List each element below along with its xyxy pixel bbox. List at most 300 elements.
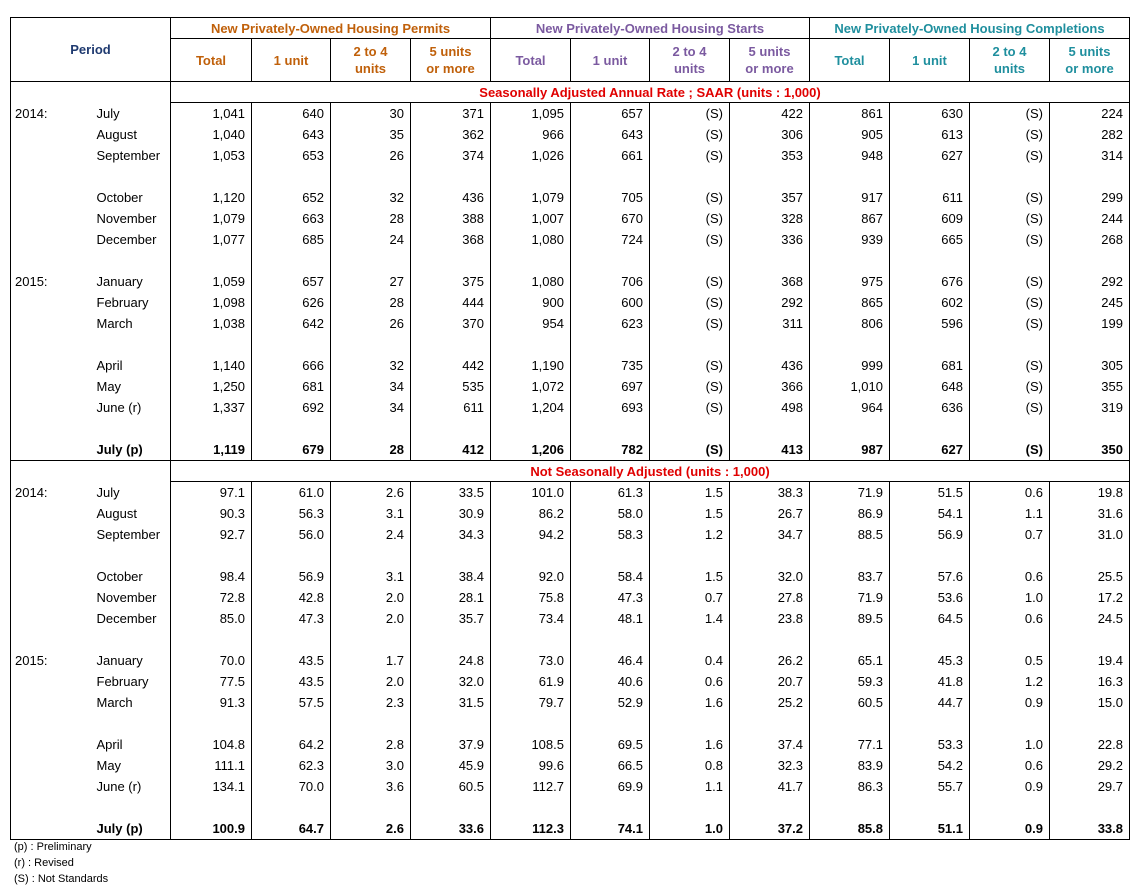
- value-cell: 1.0: [970, 734, 1050, 755]
- month-cell: [91, 250, 171, 271]
- value-cell: 328: [730, 208, 810, 229]
- value-cell: 1,077: [171, 229, 252, 250]
- value-cell: 643: [571, 124, 650, 145]
- value-cell: [411, 713, 491, 734]
- value-cell: 25.5: [1050, 566, 1130, 587]
- value-cell: [571, 713, 650, 734]
- value-cell: 73.0: [491, 650, 571, 671]
- year-cell: [11, 313, 91, 334]
- value-cell: 806: [810, 313, 890, 334]
- value-cell: [491, 713, 571, 734]
- value-cell: 2.3: [331, 692, 411, 713]
- month-cell: September: [96, 527, 161, 542]
- year-cell: [11, 797, 91, 818]
- period-header: Period: [11, 18, 171, 82]
- completions-two-to-four-header: 2 to 4 units: [970, 39, 1050, 82]
- value-cell: 34: [331, 397, 411, 418]
- year-cell: [11, 334, 91, 355]
- value-cell: 98.4: [171, 566, 252, 587]
- value-cell: [810, 545, 890, 566]
- section-title: Not Seasonally Adjusted (units : 1,000): [171, 461, 1130, 482]
- value-cell: 640: [252, 103, 331, 125]
- value-cell: 643: [252, 124, 331, 145]
- value-cell: (S): [970, 439, 1050, 461]
- value-cell: 199: [1050, 313, 1130, 334]
- value-cell: 1,140: [171, 355, 252, 376]
- value-cell: [1050, 166, 1130, 187]
- value-cell: 71.9: [810, 482, 890, 504]
- value-cell: (S): [970, 187, 1050, 208]
- value-cell: [571, 797, 650, 818]
- table-row: [11, 671, 1130, 692]
- value-cell: 362: [411, 124, 491, 145]
- year-cell: [11, 145, 91, 166]
- year-cell: [11, 124, 91, 145]
- value-cell: [810, 418, 890, 439]
- value-cell: 413: [730, 439, 810, 461]
- value-cell: 611: [411, 397, 491, 418]
- value-cell: 15.0: [1050, 692, 1130, 713]
- value-cell: 3.0: [331, 755, 411, 776]
- starts-total-header: Total: [491, 39, 571, 82]
- value-cell: (S): [970, 313, 1050, 334]
- value-cell: 75.8: [491, 587, 571, 608]
- value-cell: (S): [650, 145, 730, 166]
- value-cell: 600: [571, 292, 650, 313]
- value-cell: (S): [650, 313, 730, 334]
- footnote-not-standards: (S) : Not Standards: [14, 873, 109, 885]
- value-cell: [970, 629, 1050, 650]
- spacer-row: [11, 545, 1130, 566]
- year-cell: 2015:: [11, 650, 91, 671]
- table-row: [11, 292, 1130, 313]
- month-cell: [91, 334, 171, 355]
- value-cell: 1,079: [171, 208, 252, 229]
- value-cell: [890, 797, 970, 818]
- value-cell: 16.3: [1050, 671, 1130, 692]
- value-cell: (S): [650, 397, 730, 418]
- value-cell: 60.5: [810, 692, 890, 713]
- value-cell: (S): [650, 208, 730, 229]
- value-cell: 436: [730, 355, 810, 376]
- value-cell: [571, 629, 650, 650]
- value-cell: 69.9: [571, 776, 650, 797]
- value-cell: 24.5: [1050, 608, 1130, 629]
- value-cell: 57.6: [890, 566, 970, 587]
- value-cell: 20.7: [730, 671, 810, 692]
- value-cell: 1.2: [650, 524, 730, 545]
- value-cell: 1.2: [970, 671, 1050, 692]
- table-row: [11, 482, 1130, 504]
- value-cell: [1050, 334, 1130, 355]
- value-cell: 636: [890, 397, 970, 418]
- value-cell: [810, 334, 890, 355]
- value-cell: 292: [730, 292, 810, 313]
- value-cell: 32: [331, 187, 411, 208]
- value-cell: 867: [810, 208, 890, 229]
- month-cell: December: [96, 611, 157, 626]
- footnote-preliminary: (p) : Preliminary: [14, 841, 92, 853]
- housing-table: [10, 17, 1130, 840]
- table-row: [11, 103, 1130, 125]
- table-row: [11, 566, 1130, 587]
- value-cell: 657: [571, 103, 650, 125]
- value-cell: 1.7: [331, 650, 411, 671]
- value-cell: [650, 166, 730, 187]
- value-cell: 42.8: [252, 587, 331, 608]
- value-cell: 28: [331, 439, 411, 461]
- value-cell: 1,204: [491, 397, 571, 418]
- value-cell: 29.7: [1050, 776, 1130, 797]
- value-cell: 73.4: [491, 608, 571, 629]
- value-cell: 611: [890, 187, 970, 208]
- value-cell: [1050, 797, 1130, 818]
- value-cell: [252, 334, 331, 355]
- value-cell: 0.8: [650, 755, 730, 776]
- starts-group-header: New Privately-Owned Housing Starts: [491, 18, 810, 39]
- value-cell: 623: [571, 313, 650, 334]
- value-cell: 62.3: [252, 755, 331, 776]
- value-cell: [810, 713, 890, 734]
- table-row: [11, 755, 1130, 776]
- value-cell: 319: [1050, 397, 1130, 418]
- year-cell: [11, 208, 91, 229]
- value-cell: 64.7: [252, 818, 331, 840]
- value-cell: [890, 166, 970, 187]
- value-cell: 52.9: [571, 692, 650, 713]
- value-cell: 0.9: [970, 776, 1050, 797]
- value-cell: 782: [571, 439, 650, 461]
- value-cell: 19.4: [1050, 650, 1130, 671]
- value-cell: (S): [650, 103, 730, 125]
- value-cell: 79.7: [491, 692, 571, 713]
- value-cell: [650, 418, 730, 439]
- starts-two-to-four-header: 2 to 4 units: [650, 39, 730, 82]
- footnote-revised: (r) : Revised: [14, 857, 74, 869]
- value-cell: 1.4: [650, 608, 730, 629]
- year-cell: [11, 566, 91, 587]
- spacer-row: [11, 334, 1130, 355]
- value-cell: [571, 418, 650, 439]
- value-cell: 0.6: [650, 671, 730, 692]
- value-cell: 58.3: [571, 524, 650, 545]
- value-cell: 306: [730, 124, 810, 145]
- table-row: [11, 524, 1130, 545]
- value-cell: (S): [650, 292, 730, 313]
- value-cell: [810, 250, 890, 271]
- value-cell: [730, 629, 810, 650]
- table-row: [11, 187, 1130, 208]
- value-cell: 1.5: [650, 482, 730, 504]
- month-cell: February: [96, 674, 149, 689]
- value-cell: [810, 797, 890, 818]
- value-cell: [252, 166, 331, 187]
- year-cell: [11, 608, 91, 629]
- value-cell: 31.5: [411, 692, 491, 713]
- value-cell: 412: [411, 439, 491, 461]
- value-cell: 45.3: [890, 650, 970, 671]
- value-cell: 35: [331, 124, 411, 145]
- table-row: [11, 503, 1130, 524]
- value-cell: 0.9: [970, 692, 1050, 713]
- value-cell: 86.9: [810, 503, 890, 524]
- value-cell: [730, 545, 810, 566]
- year-cell: [11, 503, 91, 524]
- table-row: [11, 271, 1130, 292]
- table-row: [11, 124, 1130, 145]
- permits-total-header: Total: [171, 39, 252, 82]
- value-cell: 3.1: [331, 503, 411, 524]
- value-cell: 685: [252, 229, 331, 250]
- table-row: [11, 587, 1130, 608]
- value-cell: 53.3: [890, 734, 970, 755]
- value-cell: 444: [411, 292, 491, 313]
- value-cell: 370: [411, 313, 491, 334]
- value-cell: 43.5: [252, 650, 331, 671]
- month-cell: [91, 418, 171, 439]
- spacer-row: [11, 166, 1130, 187]
- value-cell: 642: [252, 313, 331, 334]
- table-row: [11, 355, 1130, 376]
- value-cell: 1,120: [171, 187, 252, 208]
- value-cell: 92.7: [171, 524, 252, 545]
- month-cell: July: [96, 105, 120, 121]
- value-cell: [491, 545, 571, 566]
- value-cell: 336: [730, 229, 810, 250]
- table-body: [11, 82, 1130, 840]
- value-cell: 1,250: [171, 376, 252, 397]
- month-cell: [91, 545, 171, 566]
- value-cell: 900: [491, 292, 571, 313]
- value-cell: 613: [890, 124, 970, 145]
- value-cell: [890, 418, 970, 439]
- value-cell: 630: [890, 103, 970, 125]
- spacer-row: [11, 797, 1130, 818]
- year-cell: [11, 439, 91, 461]
- value-cell: 1,072: [491, 376, 571, 397]
- value-cell: (S): [970, 355, 1050, 376]
- value-cell: [171, 545, 252, 566]
- value-cell: 26: [331, 145, 411, 166]
- value-cell: 70.0: [171, 650, 252, 671]
- value-cell: [970, 418, 1050, 439]
- value-cell: 27: [331, 271, 411, 292]
- value-cell: 34.3: [411, 524, 491, 545]
- value-cell: 442: [411, 355, 491, 376]
- value-cell: 353: [730, 145, 810, 166]
- value-cell: 47.3: [252, 608, 331, 629]
- year-cell: [11, 376, 91, 397]
- value-cell: 917: [810, 187, 890, 208]
- value-cell: [411, 418, 491, 439]
- spacer-row: [11, 418, 1130, 439]
- value-cell: 653: [252, 145, 331, 166]
- value-cell: 0.7: [650, 587, 730, 608]
- value-cell: [252, 250, 331, 271]
- value-cell: 0.6: [970, 755, 1050, 776]
- value-cell: [1050, 713, 1130, 734]
- value-cell: 99.6: [491, 755, 571, 776]
- value-cell: [411, 250, 491, 271]
- value-cell: [331, 166, 411, 187]
- value-cell: 244: [1050, 208, 1130, 229]
- value-cell: [331, 545, 411, 566]
- value-cell: 24.8: [411, 650, 491, 671]
- value-cell: 1.6: [650, 734, 730, 755]
- value-cell: 58.0: [571, 503, 650, 524]
- value-cell: 26.7: [730, 503, 810, 524]
- value-cell: 681: [252, 376, 331, 397]
- value-cell: [890, 250, 970, 271]
- value-cell: 41.8: [890, 671, 970, 692]
- value-cell: 19.8: [1050, 482, 1130, 504]
- value-cell: 69.5: [571, 734, 650, 755]
- value-cell: 83.9: [810, 755, 890, 776]
- value-cell: (S): [970, 292, 1050, 313]
- year-cell: [11, 776, 91, 797]
- value-cell: 865: [810, 292, 890, 313]
- year-cell: [11, 713, 91, 734]
- month-cell: November: [96, 211, 157, 226]
- permits-group-header: New Privately-Owned Housing Permits: [171, 18, 491, 39]
- year-cell: [11, 355, 91, 376]
- spacer-row: [11, 713, 1130, 734]
- value-cell: [970, 545, 1050, 566]
- value-cell: [650, 797, 730, 818]
- value-cell: 964: [810, 397, 890, 418]
- value-cell: 609: [890, 208, 970, 229]
- value-cell: 51.5: [890, 482, 970, 504]
- value-cell: 657: [252, 271, 331, 292]
- value-cell: [171, 713, 252, 734]
- value-cell: 1,190: [491, 355, 571, 376]
- value-cell: 41.7: [730, 776, 810, 797]
- value-cell: 1,095: [491, 103, 571, 125]
- value-cell: 56.0: [252, 524, 331, 545]
- value-cell: (S): [650, 124, 730, 145]
- value-cell: 245: [1050, 292, 1130, 313]
- footnotes: [14, 839, 108, 887]
- value-cell: 38.4: [411, 566, 491, 587]
- value-cell: [171, 250, 252, 271]
- value-cell: 314: [1050, 145, 1130, 166]
- value-cell: [1050, 545, 1130, 566]
- value-cell: [730, 713, 810, 734]
- year-cell: 2015:: [11, 271, 91, 292]
- housing-data-sheet: [10, 17, 1130, 840]
- value-cell: 2.0: [331, 587, 411, 608]
- value-cell: 724: [571, 229, 650, 250]
- value-cell: 32.3: [730, 755, 810, 776]
- value-cell: 3.1: [331, 566, 411, 587]
- value-cell: 692: [252, 397, 331, 418]
- value-cell: 357: [730, 187, 810, 208]
- completions-one-unit-header: 1 unit: [890, 39, 970, 82]
- month-cell: August: [96, 506, 137, 521]
- year-cell: [11, 292, 91, 313]
- value-cell: 31.0: [1050, 524, 1130, 545]
- spacer-row: [11, 250, 1130, 271]
- value-cell: 966: [491, 124, 571, 145]
- value-cell: 72.8: [171, 587, 252, 608]
- value-cell: 1.0: [970, 587, 1050, 608]
- value-cell: 1.1: [650, 776, 730, 797]
- value-cell: 30.9: [411, 503, 491, 524]
- value-cell: 861: [810, 103, 890, 125]
- year-cell: [11, 229, 91, 250]
- value-cell: 92.0: [491, 566, 571, 587]
- month-cell: [91, 713, 171, 734]
- value-cell: [252, 629, 331, 650]
- value-cell: 422: [730, 103, 810, 125]
- value-cell: [1050, 418, 1130, 439]
- permits-five-plus-header: 5 units or more: [411, 39, 491, 82]
- year-cell: [11, 187, 91, 208]
- month-cell: September: [96, 148, 161, 163]
- value-cell: 32.0: [730, 566, 810, 587]
- month-cell: November: [96, 590, 157, 605]
- value-cell: 661: [571, 145, 650, 166]
- value-cell: 2.0: [331, 671, 411, 692]
- table-row: [11, 376, 1130, 397]
- value-cell: (S): [650, 355, 730, 376]
- value-cell: 47.3: [571, 587, 650, 608]
- value-cell: 2.0: [331, 608, 411, 629]
- value-cell: 55.7: [890, 776, 970, 797]
- value-cell: (S): [970, 208, 1050, 229]
- value-cell: (S): [970, 124, 1050, 145]
- value-cell: 56.9: [890, 524, 970, 545]
- value-cell: [890, 545, 970, 566]
- value-cell: 299: [1050, 187, 1130, 208]
- year-cell: 2014:: [11, 103, 91, 125]
- year-cell: [11, 755, 91, 776]
- month-cell: February: [96, 295, 149, 310]
- value-cell: [571, 166, 650, 187]
- value-cell: 28.1: [411, 587, 491, 608]
- value-cell: [730, 334, 810, 355]
- value-cell: 70.0: [252, 776, 331, 797]
- value-cell: 38.3: [730, 482, 810, 504]
- value-cell: 44.7: [890, 692, 970, 713]
- value-cell: 65.1: [810, 650, 890, 671]
- value-cell: [730, 418, 810, 439]
- value-cell: 666: [252, 355, 331, 376]
- month-cell: October: [96, 190, 143, 205]
- value-cell: 86.3: [810, 776, 890, 797]
- value-cell: 48.1: [571, 608, 650, 629]
- year-cell: [11, 545, 91, 566]
- value-cell: (S): [970, 376, 1050, 397]
- value-cell: [890, 629, 970, 650]
- completions-total-header: Total: [810, 39, 890, 82]
- value-cell: [730, 250, 810, 271]
- value-cell: [650, 334, 730, 355]
- value-cell: 77.5: [171, 671, 252, 692]
- value-cell: 371: [411, 103, 491, 125]
- value-cell: 43.5: [252, 671, 331, 692]
- value-cell: 535: [411, 376, 491, 397]
- month-cell: January: [96, 653, 143, 668]
- value-cell: [730, 797, 810, 818]
- value-cell: 697: [571, 376, 650, 397]
- value-cell: [970, 166, 1050, 187]
- section-band: [11, 82, 1130, 103]
- value-cell: [810, 629, 890, 650]
- value-cell: (S): [650, 439, 730, 461]
- value-cell: 32.0: [411, 671, 491, 692]
- value-cell: 66.5: [571, 755, 650, 776]
